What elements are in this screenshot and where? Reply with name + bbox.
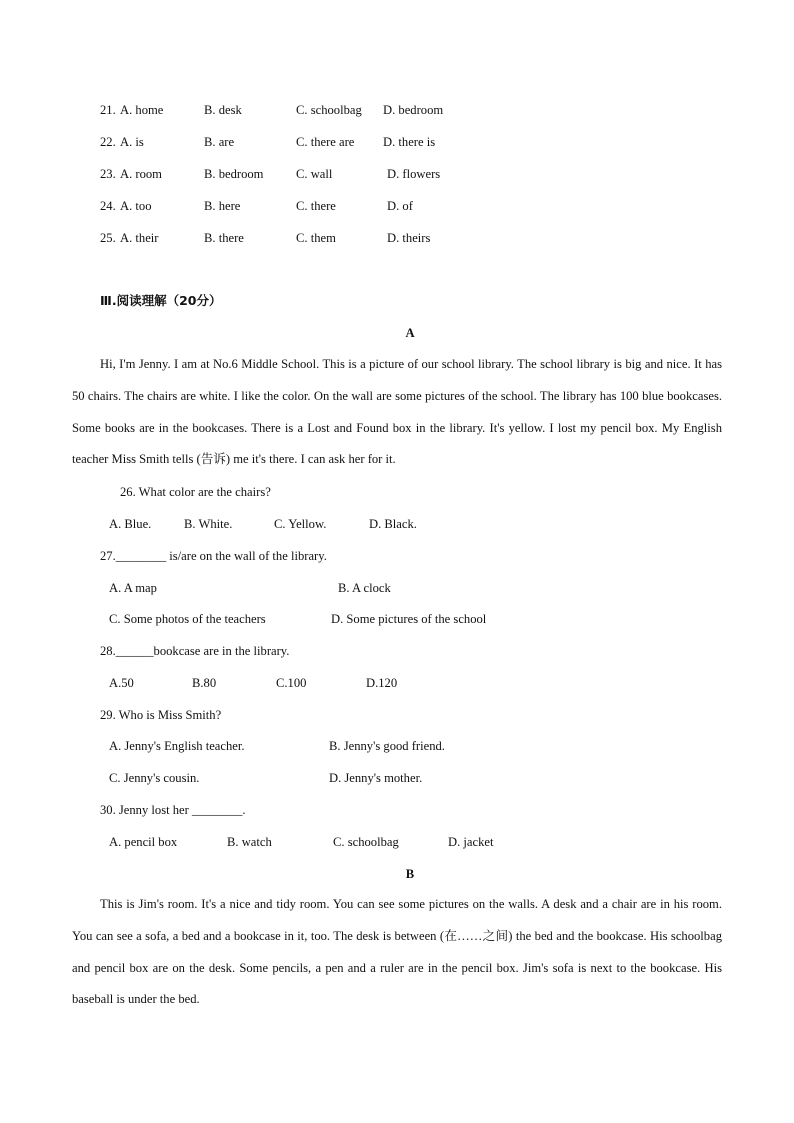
option-a: A. Blue.: [109, 517, 152, 531]
option-d: D. bedroom: [383, 103, 444, 117]
option-c: C. schoolbag: [296, 103, 362, 117]
question-number: 22.: [100, 135, 116, 149]
option-d: D. there is: [383, 135, 436, 149]
option-c: C. Jenny's cousin.: [109, 771, 200, 785]
question-number: 23.: [100, 167, 116, 181]
passage-b-text: This is Jim's room. It's a nice and tidy room. You can see some pictures on the walls. A desk and a chair are in his room. You can see a sofa, a bed and a bookcase in it, too. The desk is between (在……之间) the bed and the bookcase. His schoolbag and pencil box are on the desk. Some pencils, a pen and a ruler are in the pencil box. Jim's sofa is next to the bookcase. His baseball is under the bed.: [72, 897, 722, 1007]
option-b: B. A clock: [338, 581, 391, 595]
option-a: A. room: [120, 167, 162, 181]
option-c: C. wall: [296, 167, 333, 181]
option-d: D. flowers: [387, 167, 441, 181]
option-c: C. there are: [296, 135, 355, 149]
option-c: C. Yellow.: [274, 517, 327, 531]
question-stem: 27.________ is/are on the wall of the library.: [100, 549, 327, 563]
question-stem: 29. Who is Miss Smith?: [100, 708, 222, 722]
option-b: B.80: [192, 676, 217, 690]
option-a: A. their: [120, 231, 159, 245]
option-a: A.50: [109, 676, 134, 690]
option-b: B. are: [204, 135, 235, 149]
option-a: A. A map: [109, 581, 157, 595]
option-c: C. Some photos of the teachers: [109, 612, 266, 626]
option-b: B. watch: [227, 835, 272, 849]
option-b: B. Jenny's good friend.: [329, 739, 445, 753]
question-number: 25.: [100, 231, 116, 245]
option-a: A. is: [120, 135, 144, 149]
option-d: D.120: [366, 676, 398, 690]
question-stem: 28.______bookcase are in the library.: [100, 644, 290, 658]
option-c: C. them: [296, 231, 336, 245]
option-b: B. here: [204, 199, 241, 213]
option-d: D. Jenny's mother.: [329, 771, 423, 785]
question-number: 24.: [100, 199, 116, 213]
option-c: C. schoolbag: [333, 835, 399, 849]
option-a: A. too: [120, 199, 152, 213]
option-b: B. desk: [204, 103, 242, 117]
option-b: B. White.: [184, 517, 233, 531]
option-a: A. Jenny's English teacher.: [109, 739, 245, 753]
option-b: B. there: [204, 231, 244, 245]
option-d: D. of: [387, 199, 413, 213]
option-d: D. theirs: [387, 231, 431, 245]
question-stem: 30. Jenny lost her ________.: [100, 803, 246, 817]
option-b: B. bedroom: [204, 167, 264, 181]
section-title: Ⅲ.阅读理解（20分）: [100, 293, 222, 308]
question-stem: 26. What color are the chairs?: [120, 485, 271, 499]
passage-a-label: A: [405, 326, 415, 340]
option-a: A. home: [120, 103, 164, 117]
option-d: D. Black.: [369, 517, 417, 531]
option-d: D. Some pictures of the school: [331, 612, 487, 626]
option-d: D. jacket: [448, 835, 494, 849]
passage-a-text: Hi, I'm Jenny. I am at No.6 Middle School. This is a picture of our school library. The school library is big and nice. It has 50 chairs. The chairs are white. I like the color. On the wall are some pictures of the school. The library has 100 blue bookcases. Some books are in the bookcases. There is a Lost and Found box in the library. It's yellow. I lost my pencil box. My English teacher Miss Smith tells (告诉) me it's there. I can ask her for it.: [72, 357, 722, 467]
option-c: C.100: [276, 676, 307, 690]
passage-b-label: B: [405, 867, 415, 881]
option-c: C. there: [296, 199, 336, 213]
question-number: 21.: [100, 103, 116, 117]
option-a: A. pencil box: [109, 835, 178, 849]
